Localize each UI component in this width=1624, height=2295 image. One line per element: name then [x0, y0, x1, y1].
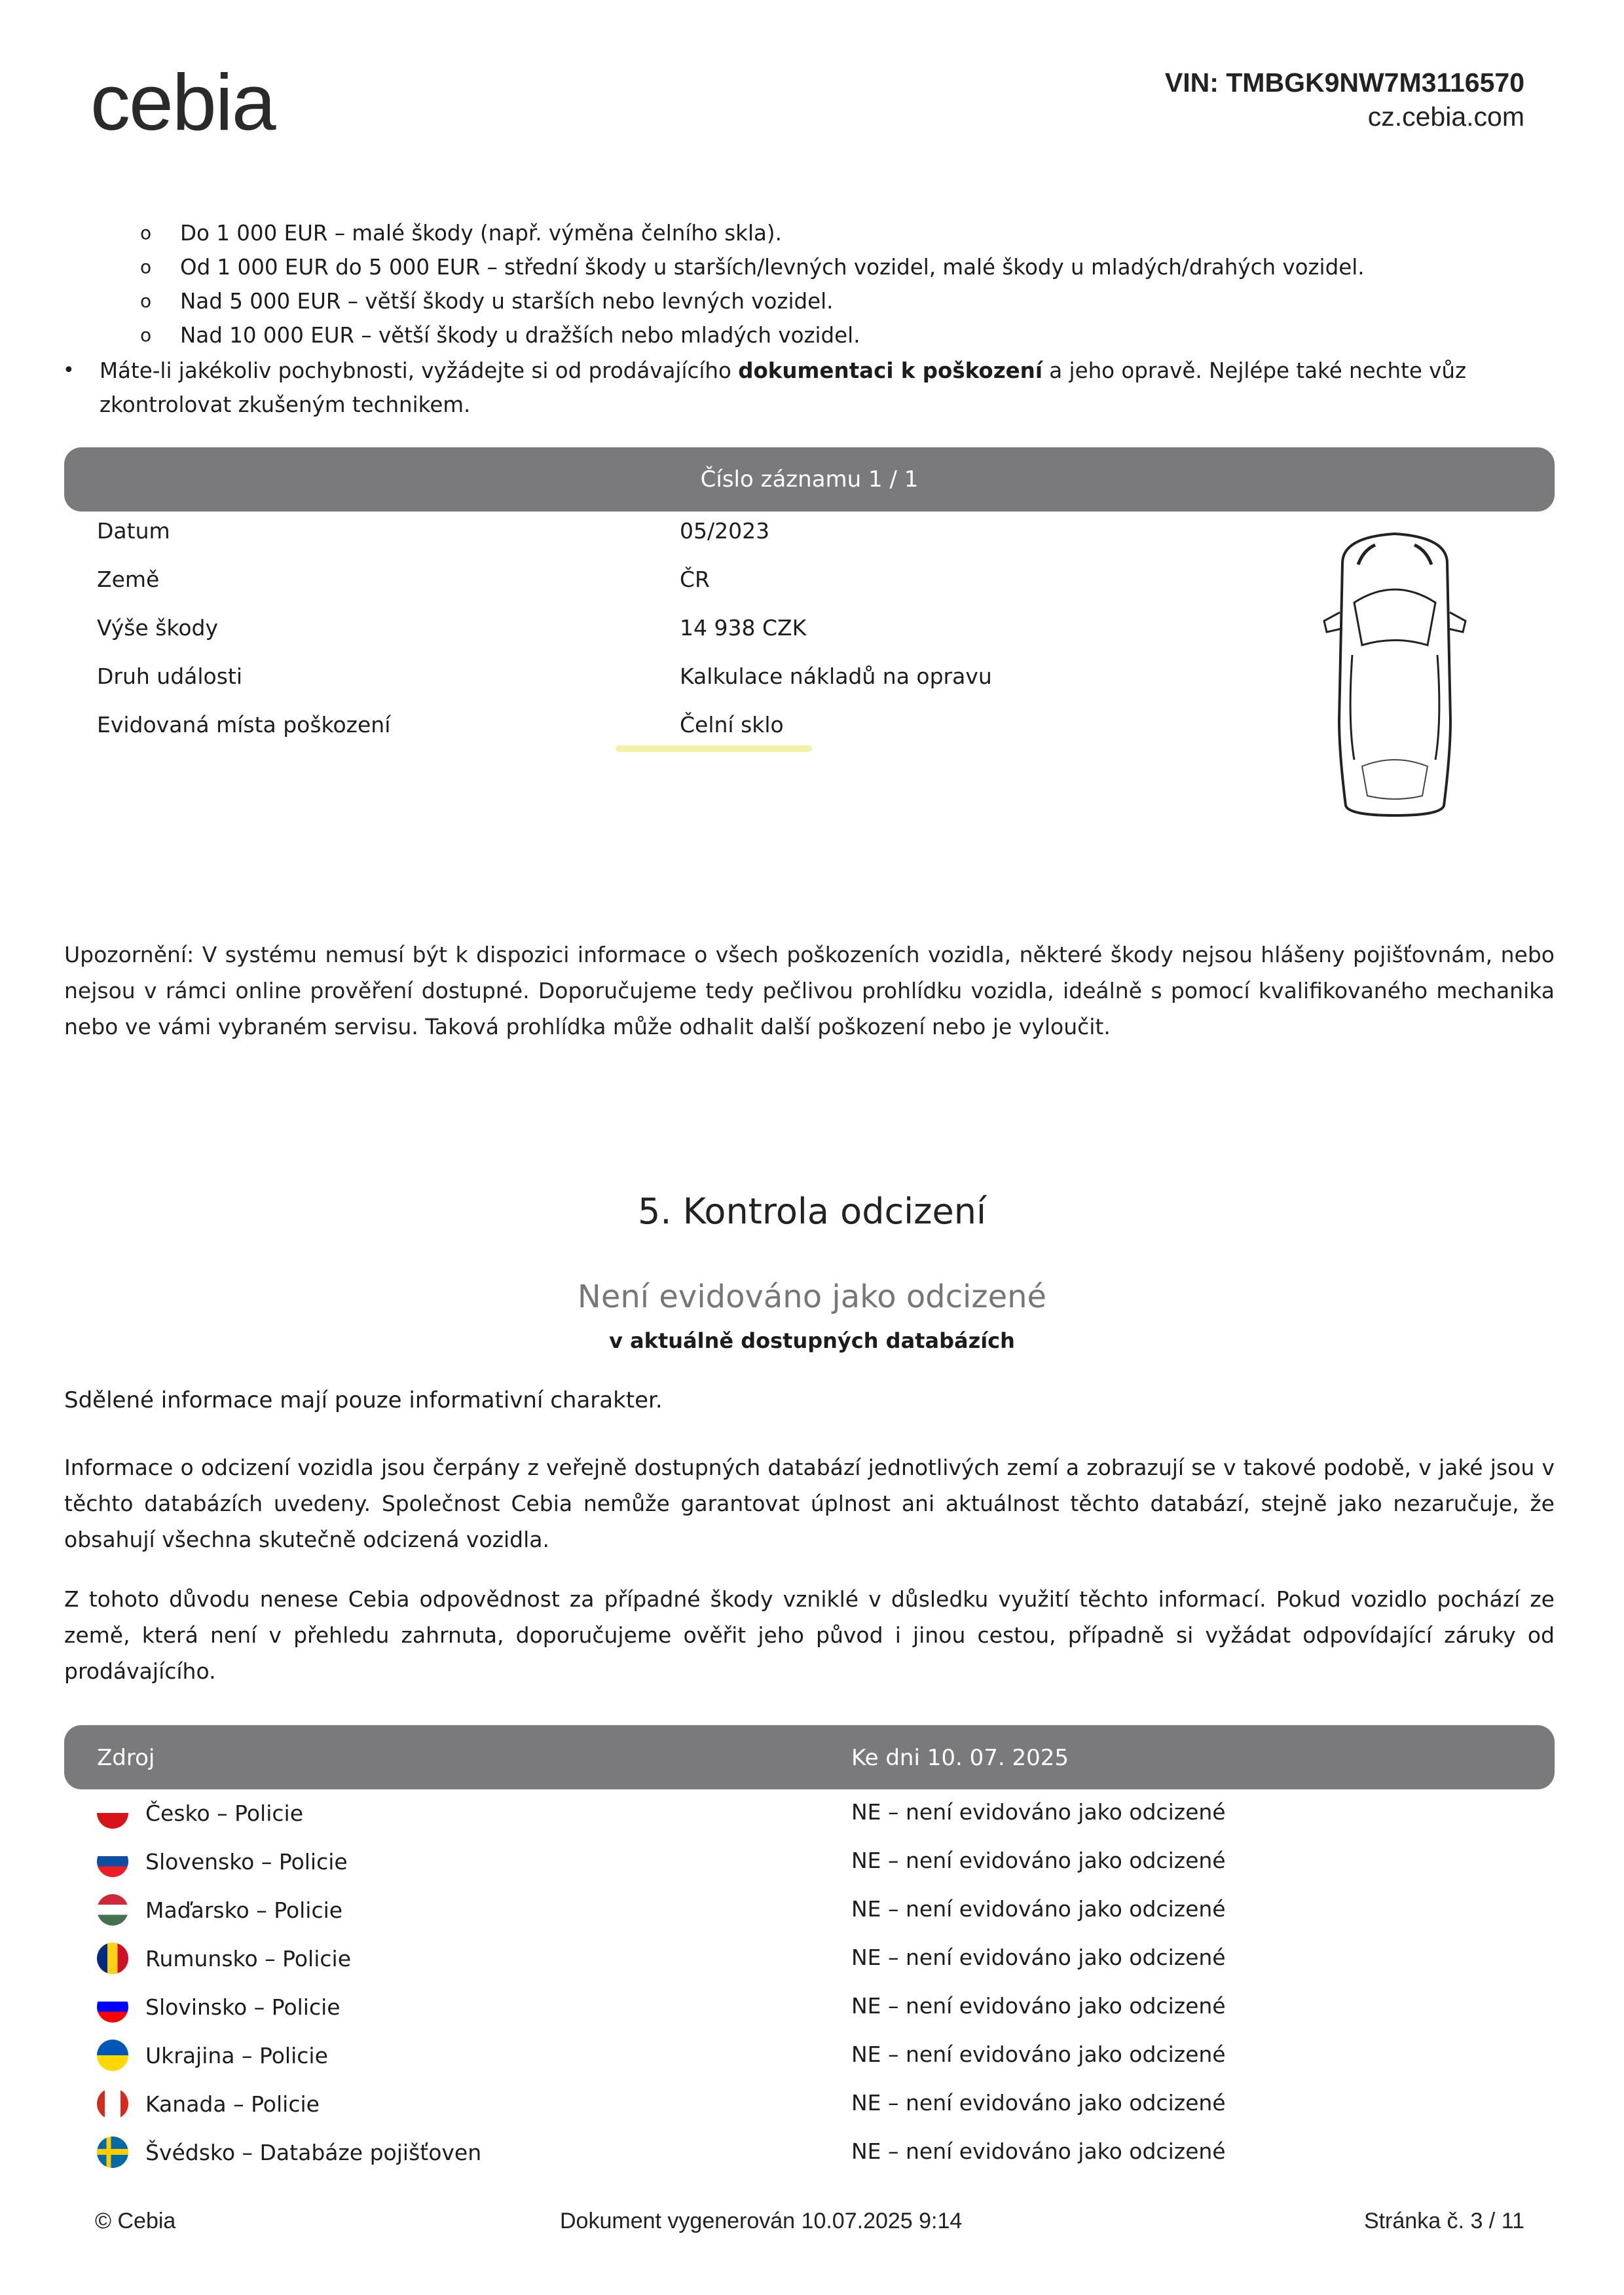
column-header-source: Zdroj [97, 1745, 155, 1771]
footer-page-number: Stránka č. 3 / 11 [1363, 2209, 1524, 2233]
source-result: NE – není evidováno jako odcizené [851, 1993, 1226, 2019]
source-result: NE – není evidováno jako odcizené [851, 1945, 1226, 1970]
list-bullet-icon: o [140, 324, 152, 346]
source-result: NE – není evidováno jako odcizené [851, 2090, 1226, 2116]
theft-status-sub: v aktuálně dostupných databázích [609, 1328, 1015, 1353]
list-bullet-icon: o [140, 290, 152, 312]
record-value: 05/2023 [680, 518, 770, 544]
column-header-date: Ke dni 10. 07. 2025 [851, 1745, 1069, 1771]
flag-ca-icon [97, 2088, 128, 2119]
flag-sk-icon [97, 1846, 128, 1877]
highlight-mark [616, 745, 812, 752]
source-name: Česko – Policie [145, 1800, 304, 1826]
record-label: Evidovaná místa poškození [97, 712, 391, 737]
advice-text: Máte-li jakékoliv pochybnosti, vyžádejte si od prodávajícího [100, 358, 739, 383]
intro-text: Sdělené informace mají pouze informativní charakter. [64, 1387, 663, 1413]
warning-paragraph: Upozornění: V systému nemusí být k dispozici informace o všech poškozeních vozidla, některé škody nejsou hlášeny pojišťovnám, nebo nejsou v rámci online prověření dostupné. Doporučujeme tedy pečlivou prohlídku vozidla, ideálně s pomocí kvalifikovaného mechanika nebo ve vámi vybraném servisu. Taková prohlídka může odhalit další poškození nebo je vyloučit. [64, 942, 1555, 1039]
advice-bold-text: dokumentaci k poškození [738, 358, 1043, 383]
table-row [97, 1789, 303, 1837]
record-header-bar [64, 447, 1555, 512]
source-result: NE – není evidováno jako odcizené [851, 1799, 1226, 1825]
list-bullet-icon: o [140, 222, 152, 244]
list-item: Nad 5 000 EUR – větší škody u starších nebo levných vozidel. [180, 289, 834, 314]
theft-status: Není evidováno jako odcizené [577, 1278, 1047, 1315]
theft-paragraph-1: Informace o odcizení vozidla jsou čerpány z veřejně dostupných databází jednotlivých zemí a zobrazují se v takové podobě, v jaké jsou v těchto databázích uvedeny. Společnost Cebia nemůže garantovat úplnost ani aktuálnost těchto databází, stejně jako nezaručuje, že obsahují všechna skutečně odcizená vozidla. [64, 1455, 1555, 1552]
record-label: Druh události [97, 663, 243, 689]
cebia-logo: cebia [90, 58, 275, 147]
source-name: Slovinsko – Policie [145, 1994, 341, 2020]
source-name: Švédsko – Databáze pojišťoven [145, 2139, 482, 2165]
list-bullet-icon: • [63, 359, 75, 382]
table-row [97, 1837, 348, 1886]
car-top-view-icon [1316, 524, 1473, 819]
source-name: Ukrajina – Policie [145, 2042, 328, 2068]
record-value: ČR [680, 567, 710, 592]
source-name: Maďarsko – Policie [145, 1897, 343, 1923]
list-bullet-icon: o [140, 256, 152, 278]
flag-se-icon [97, 2136, 128, 2168]
record-label: Výše škody [97, 615, 218, 641]
record-label: Země [97, 567, 160, 592]
theft-table-header [64, 1725, 1555, 1789]
source-name: Kanada – Policie [145, 2091, 320, 2117]
record-value: 14 938 CZK [680, 615, 807, 641]
list-item: Nad 10 000 EUR – větší škody u dražších nebo mladých vozidel. [180, 323, 860, 348]
source-result: NE – není evidováno jako odcizené [851, 2042, 1226, 2067]
footer-generated: Dokument vygenerován 10.07.2025 9:14 [560, 2209, 963, 2233]
advice-item [100, 354, 1553, 422]
advice-text-end: a jeho opravě. Nejlépe také nechte vůz zkontrolovat zkušeným technikem. [100, 358, 1467, 417]
section-heading: 5. Kontrola odcizení [638, 1191, 986, 1232]
flag-si-icon [97, 1991, 128, 2023]
source-name: Rumunsko – Policie [145, 1945, 351, 1971]
source-result: NE – není evidováno jako odcizené [851, 2138, 1226, 2164]
record-value: Kalkulace nákladů na opravu [680, 663, 992, 689]
flag-ro-icon [97, 1943, 128, 1974]
list-item: Od 1 000 EUR do 5 000 EUR – střední škody u starších/levných vozidel, malé škody u mladých/drahých vozidel. [180, 255, 1365, 280]
flag-cz-icon [97, 1797, 128, 1829]
table-row [97, 1983, 341, 2031]
table-row [97, 1934, 351, 1983]
table-row [97, 2128, 481, 2176]
source-name: Slovensko – Policie [145, 1848, 348, 1875]
source-result: NE – není evidováno jako odcizené [851, 1896, 1226, 1922]
site-url: cz.cebia.com [1367, 102, 1524, 132]
flag-ua-icon [97, 2040, 128, 2071]
record-label: Datum [97, 518, 170, 544]
theft-paragraph-2: Z tohoto důvodu nenese Cebia odpovědnost za případné škody vzniklé v důsledku využití těchto informací. Pokud vozidlo pochází ze země, která není v přehledu zahrnuta, doporučujeme ověřit jeho původ i jinou cestou, případně si vyžádat odpovídající záruky od prodávajícího. [64, 1586, 1555, 1684]
vin-number: VIN: TMBGK9NW7M3116570 [1164, 67, 1524, 98]
record-value: Čelní sklo [680, 712, 784, 737]
list-item: Do 1 000 EUR – malé škody (např. výměna čelního skla). [180, 221, 782, 246]
record-title: Číslo záznamu 1 / 1 [700, 466, 919, 493]
flag-hu-icon [97, 1894, 128, 1926]
footer-copyright: © Cebia [95, 2209, 176, 2233]
table-row [97, 2080, 320, 2128]
table-row [97, 2031, 328, 2080]
table-row [97, 1886, 342, 1934]
source-result: NE – není evidováno jako odcizené [851, 1848, 1226, 1873]
